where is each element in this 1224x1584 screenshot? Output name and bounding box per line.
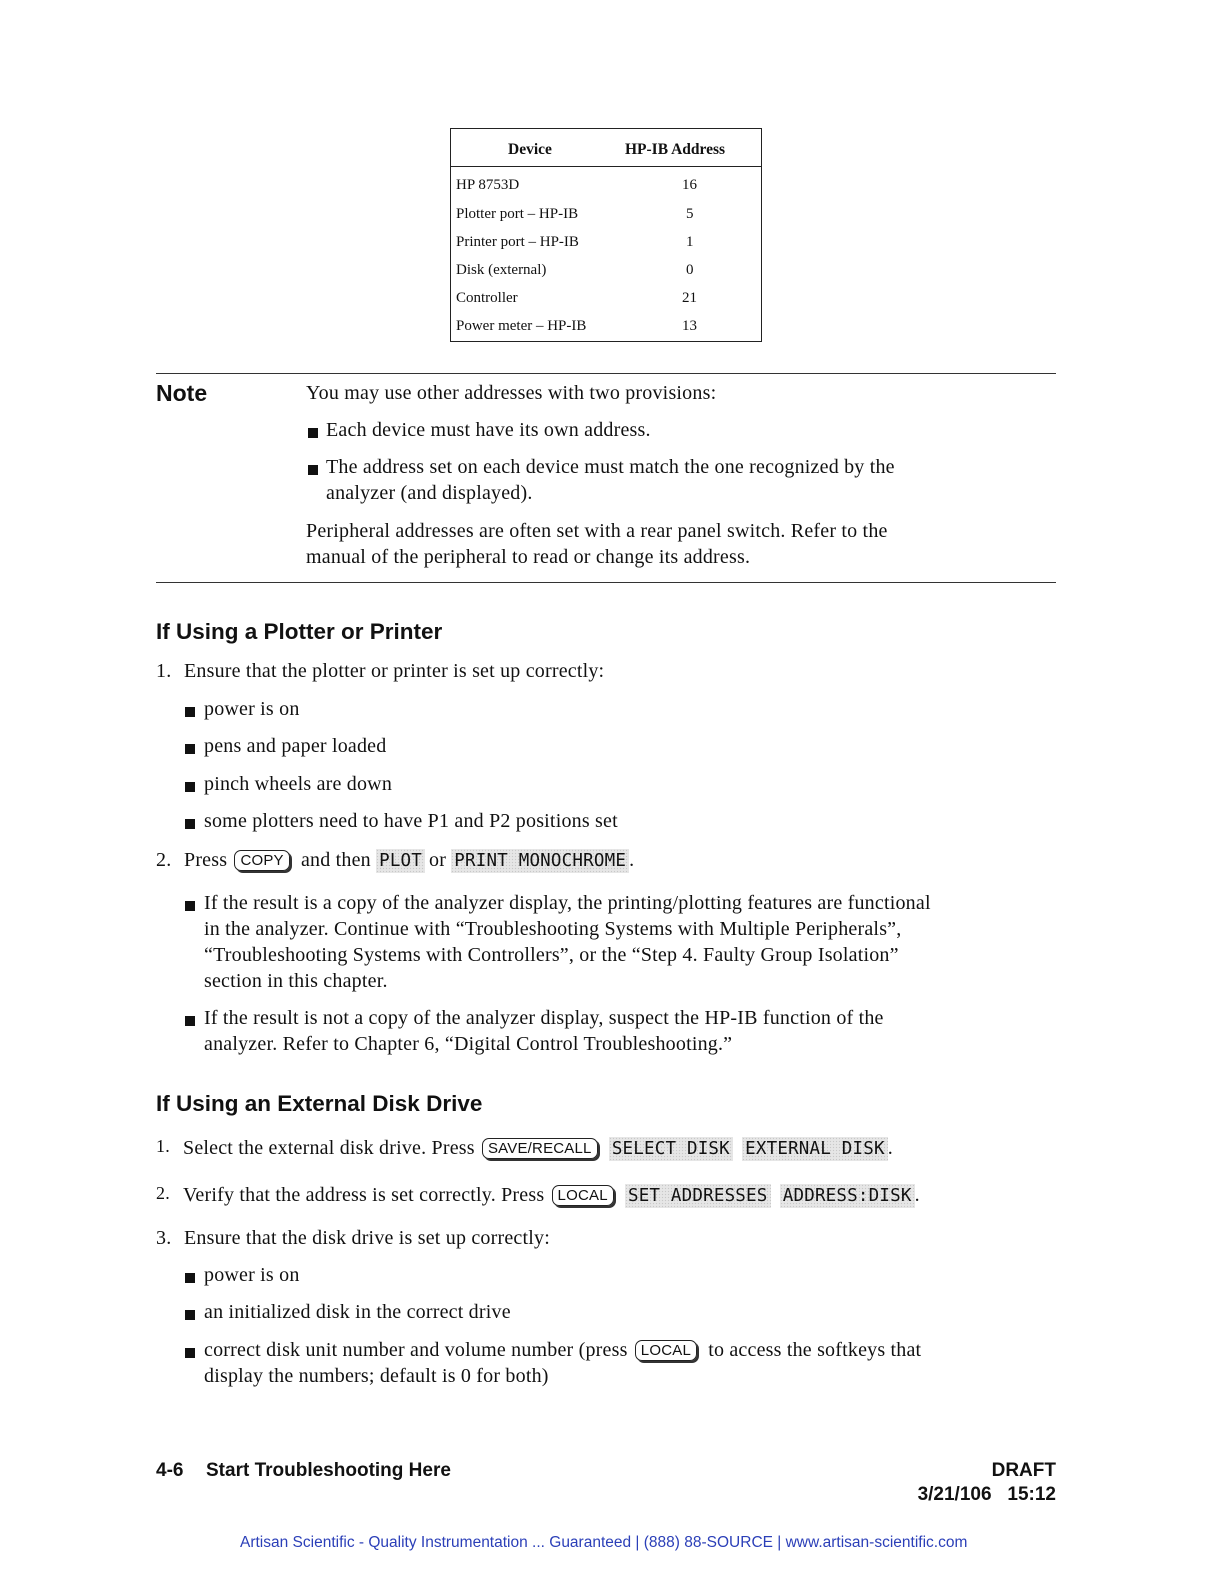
result-1-line-1: If the result is a copy of the analyzer display, the printing/plotting features are functional xyxy=(204,892,931,914)
disk-step-2 xyxy=(183,1182,920,1208)
period-text: . xyxy=(914,1184,920,1206)
local-key[interactable]: LOCAL xyxy=(635,1340,697,1361)
checklist-item: pinch wheels are down xyxy=(204,773,393,795)
copy-key[interactable]: COPY xyxy=(234,850,289,871)
address-cell: 16 xyxy=(682,177,697,193)
step-number: 1. xyxy=(156,1136,170,1156)
address-disk-softkey[interactable]: ADDRESS:DISK xyxy=(780,1184,915,1208)
draft-time: 15:12 xyxy=(1007,1484,1056,1505)
table-row xyxy=(451,177,761,205)
note-intro: You may use other addresses with two provisions: xyxy=(306,382,717,404)
note-bottom-rule xyxy=(156,582,1056,583)
bullet-icon xyxy=(185,819,195,829)
checklist-item-line-2: display the numbers; default is 0 for both) xyxy=(204,1365,549,1387)
plotter-step-1: Ensure that the plotter or printer is set up correctly: xyxy=(184,660,605,682)
column-header-device: Device xyxy=(508,141,552,158)
device-cell: Plotter port – HP-IB xyxy=(456,206,579,222)
press-text: Press xyxy=(184,849,228,871)
step-number: 1. xyxy=(156,660,172,682)
artisan-link[interactable]: Artisan Scientific - Quality Instrumentation ... Guaranteed | (888) 88-SOURCE | www.artisan-scientific.com xyxy=(240,1534,968,1551)
plot-softkey[interactable]: PLOT xyxy=(376,849,425,873)
checklist-item: power is on xyxy=(204,1264,300,1286)
result-1-line-4: section in this chapter. xyxy=(204,970,388,992)
bullet-icon xyxy=(185,782,195,792)
table-row xyxy=(451,262,761,290)
note-para-line-2: manual of the peripheral to read or change its address. xyxy=(306,546,751,568)
step-number: 2. xyxy=(156,849,172,871)
table-row xyxy=(451,318,761,346)
bullet-icon xyxy=(185,744,195,754)
device-cell: Controller xyxy=(456,290,518,306)
step-text: Select the external disk drive. Press xyxy=(183,1137,475,1159)
address-cell: 1 xyxy=(686,234,694,250)
column-header-address: HP-IB Address xyxy=(625,141,726,158)
table-row xyxy=(451,234,761,262)
check-text: correct disk unit number and volume number (press xyxy=(204,1339,628,1361)
draft-date: 3/21/106 xyxy=(917,1484,992,1505)
result-2-line-2: analyzer. Refer to Chapter 6, “Digital Control Troubleshooting.” xyxy=(204,1033,733,1055)
checklist-item: some plotters need to have P1 and P2 positions set xyxy=(204,810,618,832)
step-number: 3. xyxy=(156,1227,172,1249)
note-bullet-1: Each device must have its own address. xyxy=(326,419,651,441)
checklist-item: pens and paper loaded xyxy=(204,735,387,757)
address-table xyxy=(450,128,762,342)
print-monochrome-softkey[interactable]: PRINT MONOCHROME xyxy=(451,849,629,873)
check-text: to access the softkeys that xyxy=(708,1339,922,1361)
result-2-line-1: If the result is not a copy of the analyzer display, suspect the HP-IB function of the xyxy=(204,1007,884,1029)
step-text: Verify that the address is set correctly. Press xyxy=(183,1184,545,1206)
bullet-icon xyxy=(308,428,318,438)
note-para-line-1: Peripheral addresses are often set with a rear panel switch. Refer to the xyxy=(306,520,888,542)
save-recall-key[interactable]: SAVE/RECALL xyxy=(482,1138,598,1159)
checklist-item: an initialized disk in the correct drive xyxy=(204,1301,511,1323)
plotter-step-2 xyxy=(184,847,634,873)
chapter-title: Start Troubleshooting Here xyxy=(206,1460,451,1481)
device-cell: HP 8753D xyxy=(456,177,520,193)
disk-step-1 xyxy=(183,1135,893,1161)
address-cell: 0 xyxy=(686,262,694,278)
bullet-icon xyxy=(185,707,195,717)
result-1-line-3: “Troubleshooting Systems with Controllers”, or the “Step 4. Faulty Group Isolation” xyxy=(204,944,899,966)
bullet-icon xyxy=(185,1348,195,1358)
note-bullet-2-line-2: analyzer (and displayed). xyxy=(326,482,533,504)
bullet-icon xyxy=(185,901,195,911)
table-row xyxy=(451,206,761,234)
note-label: Note xyxy=(156,380,208,406)
section-heading-disk: If Using an External Disk Drive xyxy=(156,1091,483,1116)
table-header xyxy=(451,129,761,167)
page-number: 4-6 xyxy=(156,1460,184,1481)
device-cell: Power meter – HP-IB xyxy=(456,318,587,334)
disk-step-3: Ensure that the disk drive is set up correctly: xyxy=(184,1227,550,1249)
bullet-icon xyxy=(185,1310,195,1320)
bullet-icon xyxy=(308,465,318,475)
checklist-item: power is on xyxy=(204,698,300,720)
bullet-icon xyxy=(185,1016,195,1026)
and-then-text: and then xyxy=(300,849,371,871)
period-text: . xyxy=(629,849,635,871)
draft-timestamp xyxy=(918,1484,1056,1506)
step-number: 2. xyxy=(156,1183,170,1203)
note-bullet-2-line-1: The address set on each device must match the one recognized by the xyxy=(326,456,895,478)
external-disk-softkey[interactable]: EXTERNAL DISK xyxy=(742,1137,888,1161)
address-cell: 21 xyxy=(682,290,697,306)
address-cell: 13 xyxy=(682,318,697,334)
device-cell: Disk (external) xyxy=(456,262,547,278)
period-text: . xyxy=(887,1137,893,1159)
result-1-line-2: in the analyzer. Continue with “Troubleshooting Systems with Multiple Peripherals”, xyxy=(204,918,902,940)
device-cell: Printer port – HP-IB xyxy=(456,234,579,250)
draft-label: DRAFT xyxy=(991,1460,1056,1481)
or-text: or xyxy=(429,849,447,871)
bullet-icon xyxy=(185,1273,195,1283)
set-addresses-softkey[interactable]: SET ADDRESSES xyxy=(625,1184,771,1208)
section-heading-plotter: If Using a Plotter or Printer xyxy=(156,619,443,644)
address-cell: 5 xyxy=(686,206,694,222)
local-key[interactable]: LOCAL xyxy=(552,1185,614,1206)
checklist-item xyxy=(204,1337,921,1363)
note-top-rule xyxy=(156,373,1056,374)
select-disk-softkey[interactable]: SELECT DISK xyxy=(609,1137,733,1161)
table-row xyxy=(451,290,761,318)
